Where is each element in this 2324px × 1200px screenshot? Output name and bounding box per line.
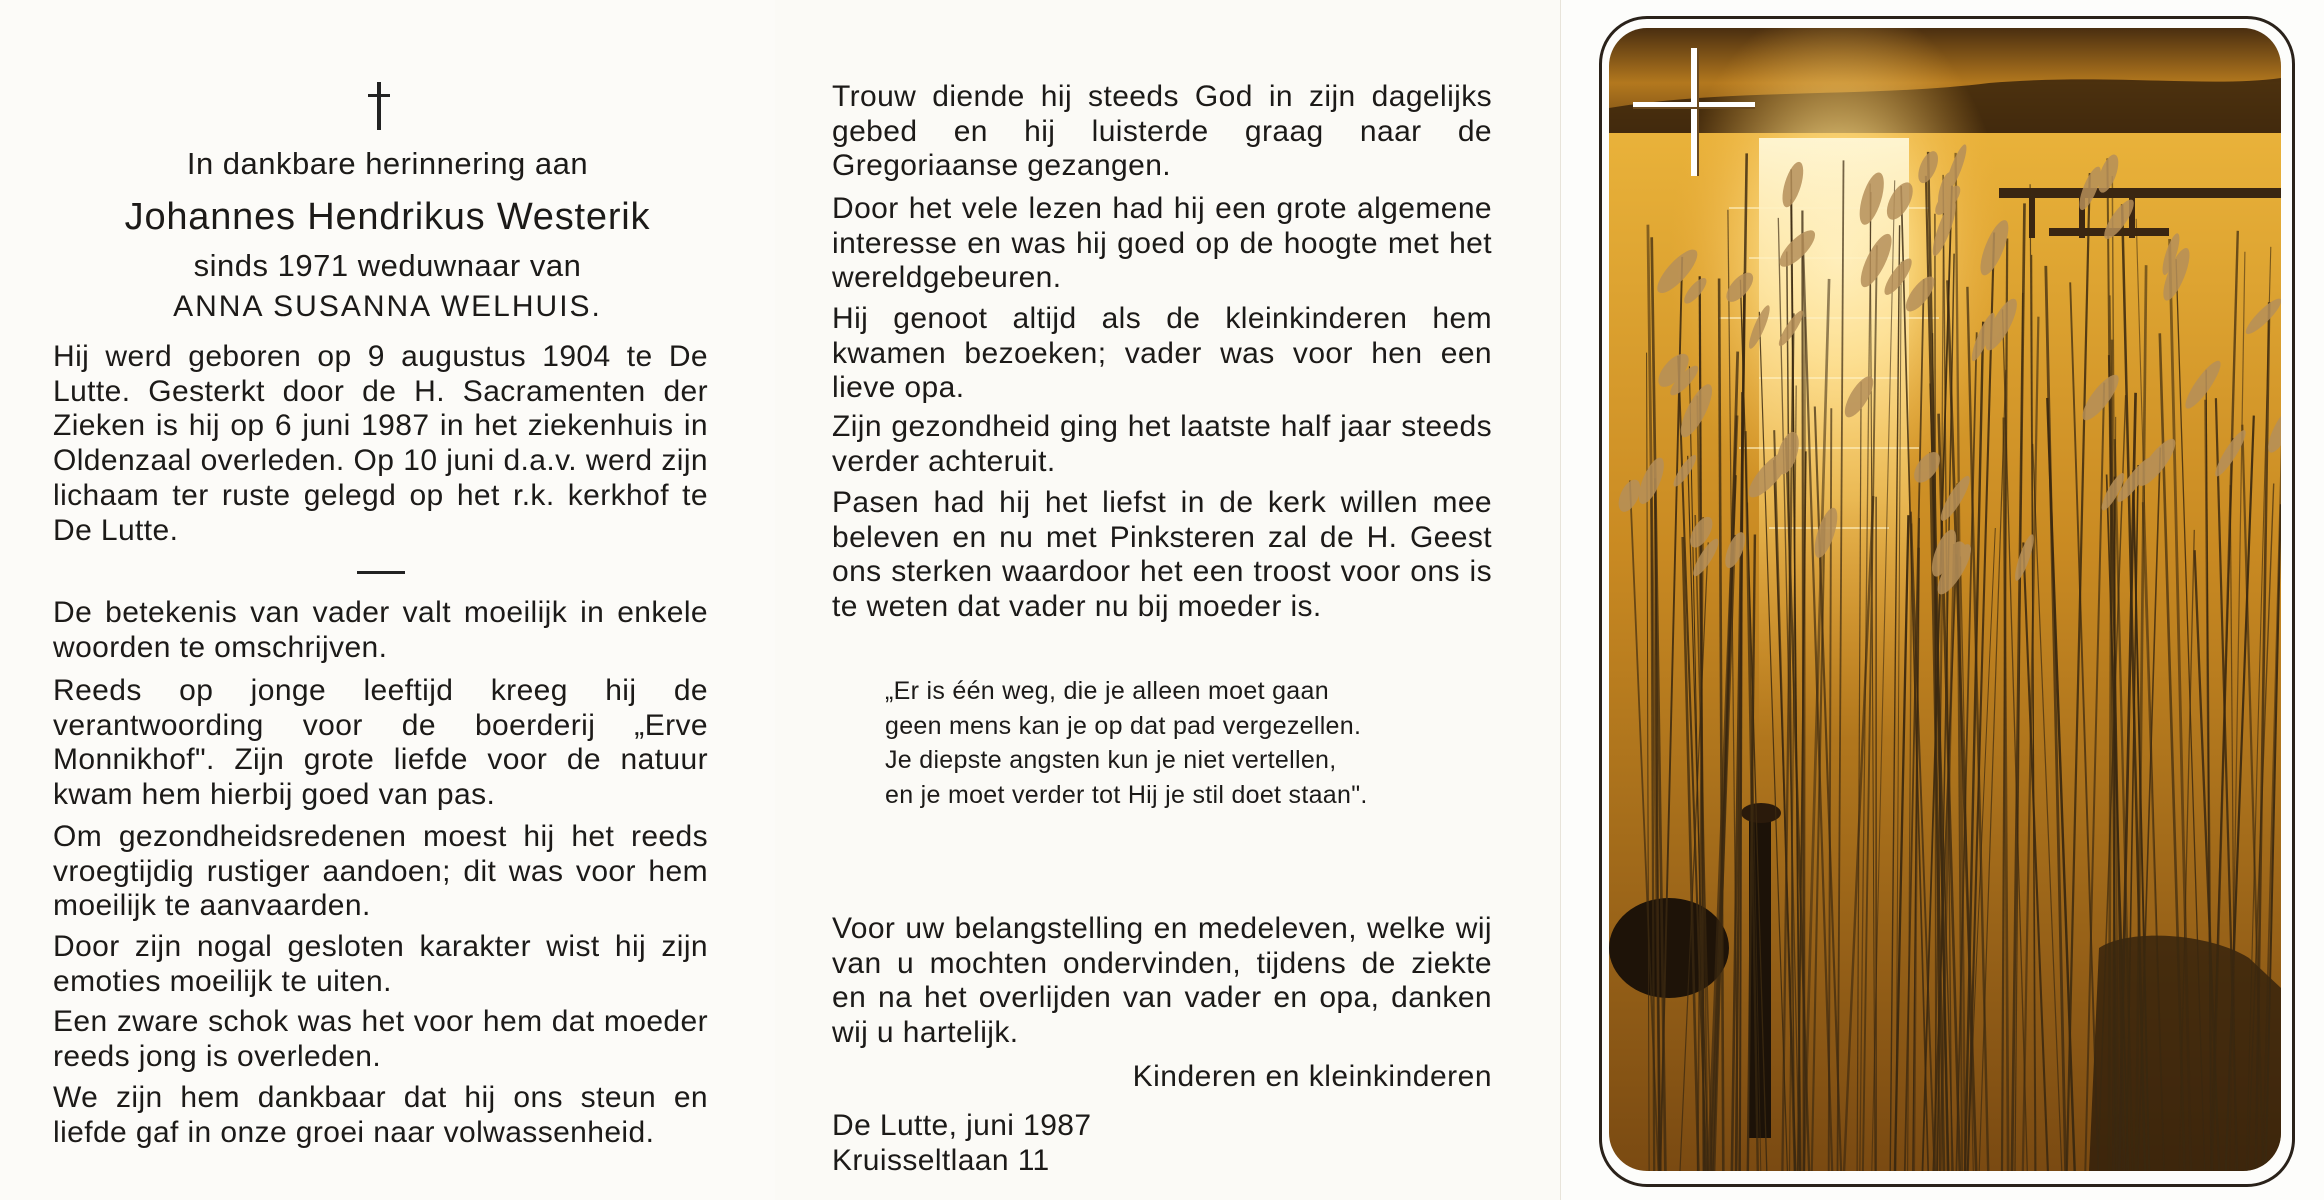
deceased-name: Johannes Hendrikus Westerik	[124, 196, 651, 238]
poem	[885, 674, 1368, 812]
place-date: De Lutte, juni 1987	[832, 1109, 1092, 1142]
birth-death-paragraph: Hij werd geboren op 9 augustus 1904 te De Lutte. Gesterkt door de H. Sacramenten der Zieken is hij op 6 juni 1987 in het ziekenhuis in Oldenzaal overleden. Op 10 juni d.a.v. werd zijn lichaam ter ruste gelegd op het r.k. kerkhof te De Lutte.	[53, 340, 708, 547]
left-page	[0, 0, 775, 1200]
paragraph-character: Door zijn nogal gesloten karakter wist hij zijn emoties moeilijk te uiten.	[53, 930, 708, 998]
poem-line: Je diepste angsten kun je niet vertellen,	[885, 746, 1337, 774]
spouse-name: ANNA SUSANNA WELHUIS.	[173, 290, 602, 323]
signature: Kinderen en kleinkinderen	[1132, 1060, 1492, 1093]
paragraph-faith: Trouw diende hij steeds God in zijn dagelijks gebed en hij luisterde graag naar de Gregoriaanse gezangen.	[832, 80, 1492, 183]
paragraph-easter: Pasen had hij het liefst in de kerk willen mee beleven en nu met Pinksteren zal de H. Geest ons sterken waardoor het een troost voor ons is te weten dat vader nu bij moeder is.	[832, 486, 1492, 624]
address: Kruisseltlaan 11	[832, 1144, 1050, 1177]
paragraph-mother: Een zware schok was het voor hem dat moeder reeds jong is overleden.	[53, 1005, 708, 1073]
cross-icon	[365, 82, 395, 132]
paragraph-farm: Reeds op jonge leeftijd kreeg hij de verantwoording voor de boerderij „Erve Monnikhof". Zijn grote liefde voor de natuur kwam hem hierbij goed van pas.	[53, 674, 708, 812]
paragraph-gratitude: We zijn hem dankbaar dat hij ons steun en liefde gaf in onze groei naar volwassenheid.	[53, 1081, 708, 1149]
sunset-reeds-photo	[1609, 28, 2281, 1171]
paragraph-grandchildren: Hij genoot altijd als de kleinkinderen hem kwamen bezoeken; vader was voor hen een lieve opa.	[832, 302, 1492, 405]
thanks-paragraph: Voor uw belangstelling en medeleven, welke wij van u mochten ondervinden, tijdens de ziekte en na het overlijden van vader en opa, danken wij u hartelijk.	[832, 912, 1492, 1050]
poem-line: „Er is één weg, die je alleen moet gaan	[885, 677, 1329, 705]
right-page	[1560, 0, 2324, 1200]
paragraph-meaning: De betekenis van vader valt moeilijk in enkele woorden te omschrijven.	[53, 596, 708, 664]
place-and-address	[832, 1108, 1091, 1178]
paragraph-decline: Zijn gezondheid ging het laatste half jaar steeds verder achteruit.	[832, 410, 1492, 478]
intro-line: In dankbare herinnering aan	[186, 146, 589, 181]
photo-illustration	[1609, 28, 2281, 1171]
poem-line: geen mens kan je op dat pad vergezellen.	[885, 711, 1362, 740]
paragraph-reading: Door het vele lezen had hij een grote algemene interesse en was hij goed op de hoogte met het wereldgebeuren.	[832, 192, 1492, 295]
poem-line: en je moet verder tot Hij je stil doet staan".	[885, 780, 1368, 809]
paragraph-health: Om gezondheidsredenen moest hij het reeds vroegtijdig rustiger aandoen; dit was voor hem moeilijk te aanvaarden.	[53, 820, 708, 923]
divider	[357, 571, 405, 574]
widower-line: sinds 1971 weduwnaar van	[193, 248, 582, 283]
middle-page	[775, 0, 1560, 1200]
